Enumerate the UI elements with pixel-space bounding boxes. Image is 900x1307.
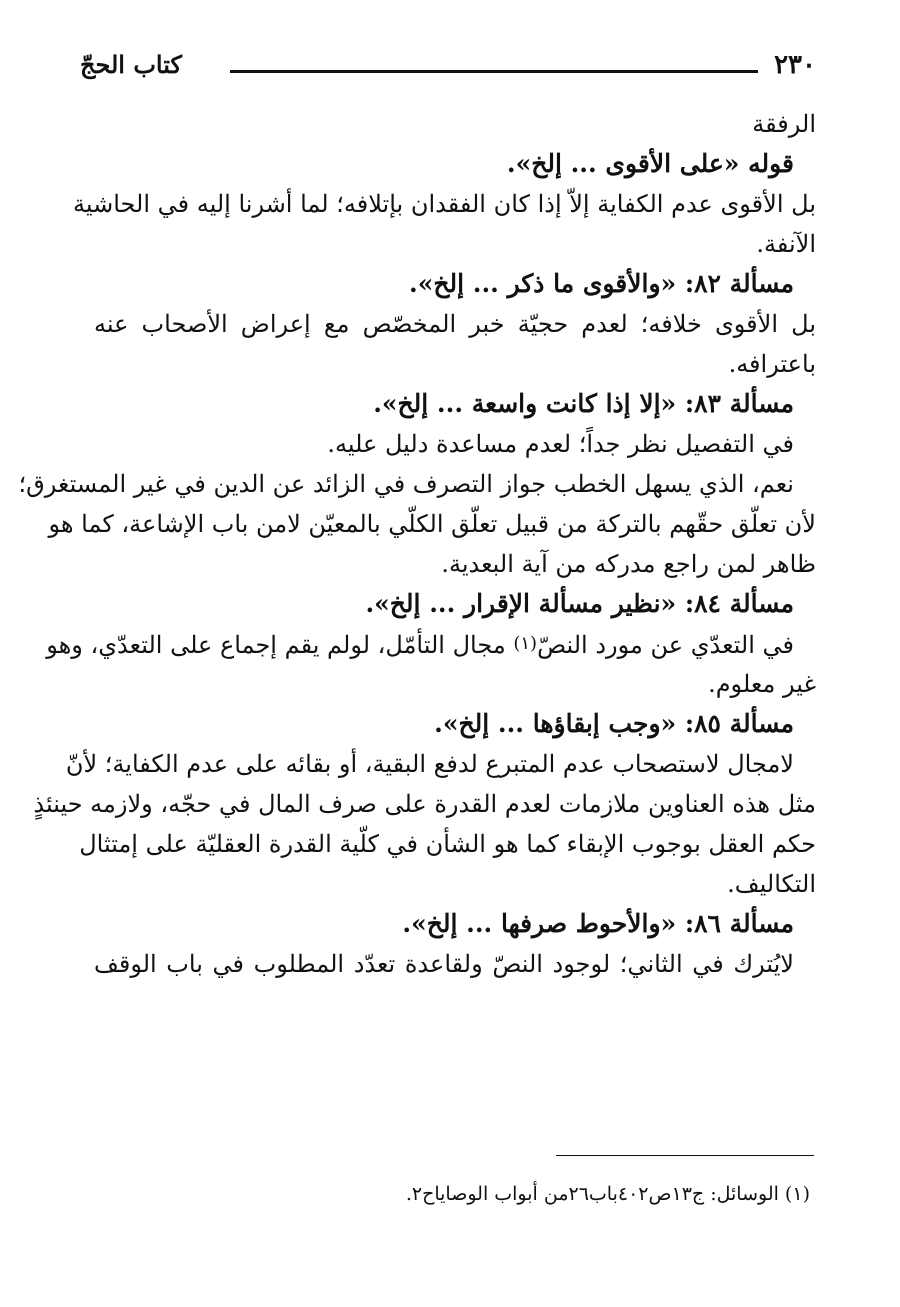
text-line: ظاهر لمن راجع مدركه من آية البعدية.: [441, 550, 816, 578]
section-heading: مسألة ٨٣: «إلا إذا كانت واسعة ... إلخ».: [373, 389, 794, 418]
footnote-rule: [556, 1155, 814, 1156]
text-line: بل الأقوى خلافه؛ لعدم حجيّة خبر المخصّص مع إعراض الأصحاب عنه: [94, 310, 816, 338]
section-heading: مسألة ٨٤: «نظير مسألة الإقرار ... إلخ».: [365, 589, 794, 618]
text-line: لامجال لاستصحاب عدم المتبرع لدفع البقية، أو بقائه على عدم الكفاية؛ لأنّ: [65, 750, 794, 778]
text-line: التكاليف.: [727, 870, 816, 898]
text-line: الآنفة.: [756, 230, 816, 258]
section-heading: مسألة ٨٦: «والأحوط صرفها ... إلخ».: [402, 909, 794, 938]
header-rule: [230, 70, 758, 73]
text-line: لأن تعلّق حقّهم بالتركة من قبيل تعلّق الكلّي بالمعيّن لامن باب الإشاعة، كما هو: [48, 510, 816, 538]
text-line: باعترافه.: [728, 350, 816, 378]
book-title: كتاب الحجّ: [80, 50, 182, 79]
section-heading: مسألة ٨٥: «وجب إبقاؤها ... إلخ».: [434, 709, 794, 738]
footnote: (١) الوسائل: ج١٣ص٤٠٢باب٢٦من أبواب الوصاياح٢.: [405, 1183, 810, 1205]
text-line: في التفصيل نظر جداً؛ لعدم مساعدة دليل عليه.: [327, 430, 794, 458]
text-line: الرفقة: [752, 110, 816, 138]
text-line-with-footnote: [46, 624, 816, 664]
text-line: مثل هذه العناوين ملازمات لعدم القدرة على صرف المال في حجّه، ولازمه حينئذٍ: [33, 790, 816, 818]
section-heading: قوله «على الأقوى ... إلخ».: [506, 149, 794, 178]
section-heading: مسألة ٨٢: «والأقوى ما ذكر ... إلخ».: [409, 269, 794, 298]
text-line: لايُترك في الثاني؛ لوجود النصّ ولقاعدة تعدّد المطلوب في باب الوقف: [94, 950, 794, 978]
main-text: [18, 104, 816, 984]
footnote-marker: (١): [513, 633, 538, 654]
page-number: ٢٣٠: [774, 50, 816, 80]
page-header: [80, 48, 816, 88]
text-line: نعم، الذي يسهل الخطب جواز التصرف في الزائد عن الدين في غير المستغرق؛: [18, 470, 794, 498]
text-line: غير معلوم.: [708, 670, 816, 698]
text-segment: في التعدّي عن مورد النصّ: [537, 631, 794, 659]
text-line: بل الأقوى عدم الكفاية إلاّ إذا كان الفقدان بإتلافه؛ لما أشرنا إليه في الحاشية: [73, 190, 816, 218]
text-segment: مجال التأمّل، لولم يقم إجماع على التعدّي، وهو: [46, 631, 506, 659]
text-line: حكم العقل بوجوب الإبقاء كما هو الشأن في كلّية القدرة العقليّة على إمتثال: [79, 830, 816, 858]
